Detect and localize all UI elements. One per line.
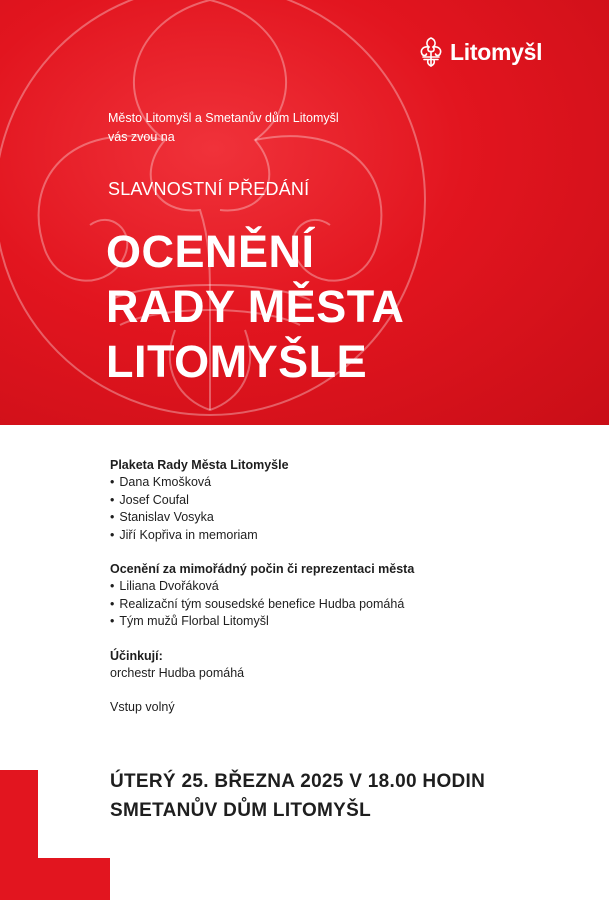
invitation-line: Město Litomyšl a Smetanův dům Litomyšl: [108, 111, 339, 125]
performers-text: orchestr Hudba pomáhá: [110, 666, 245, 681]
admission-text: Vstup volný: [110, 700, 175, 715]
invitation-line: vás zvou na: [108, 130, 175, 144]
brand-name: Litomyšl: [450, 38, 543, 65]
section-heading-oceneni: Ocenění za mimořádný počin či reprezentaci města: [110, 562, 415, 577]
hero-banner: [0, 0, 609, 425]
section-heading-performers: Účinkují:: [110, 648, 163, 663]
list-item: • Dana Kmošková: [110, 474, 414, 491]
event-subtitle: SLAVNOSTNÍ PŘEDÁNÍ: [108, 179, 310, 199]
list-item: • Jiří Kopřiva in memoriam: [110, 527, 414, 544]
awards-content: [110, 457, 414, 717]
brand-logo: [418, 36, 542, 68]
list-item: • Liliana Dvořáková: [110, 578, 414, 595]
list-item: • Realizační tým sousedské benefice Hudba pomáhá: [110, 596, 414, 613]
event-title: [106, 224, 404, 389]
event-venue: SMETANŮV DŮM LITOMYŠL: [110, 800, 372, 821]
section-heading-plaketa: Plaketa Rady Města Litomyšle: [110, 458, 289, 472]
title-line: OCENĚNÍ: [106, 226, 315, 277]
list-item: • Josef Coufal: [110, 492, 414, 509]
list-item: • Stanislav Vosyka: [110, 509, 414, 526]
title-line: RADY MĚSTA: [106, 281, 405, 332]
list-item: • Tým mužů Florbal Litomyšl: [110, 613, 414, 630]
event-datetime: ÚTERÝ 25. BŘEZNA 2025 V 18.00 HODIN: [110, 771, 486, 792]
corner-l-decoration: [0, 770, 110, 900]
title-line: LITOMYŠLE: [106, 336, 368, 387]
lily-emblem-icon: [418, 36, 444, 68]
event-datetime-venue: [110, 767, 485, 825]
invitation-text: [108, 109, 339, 147]
